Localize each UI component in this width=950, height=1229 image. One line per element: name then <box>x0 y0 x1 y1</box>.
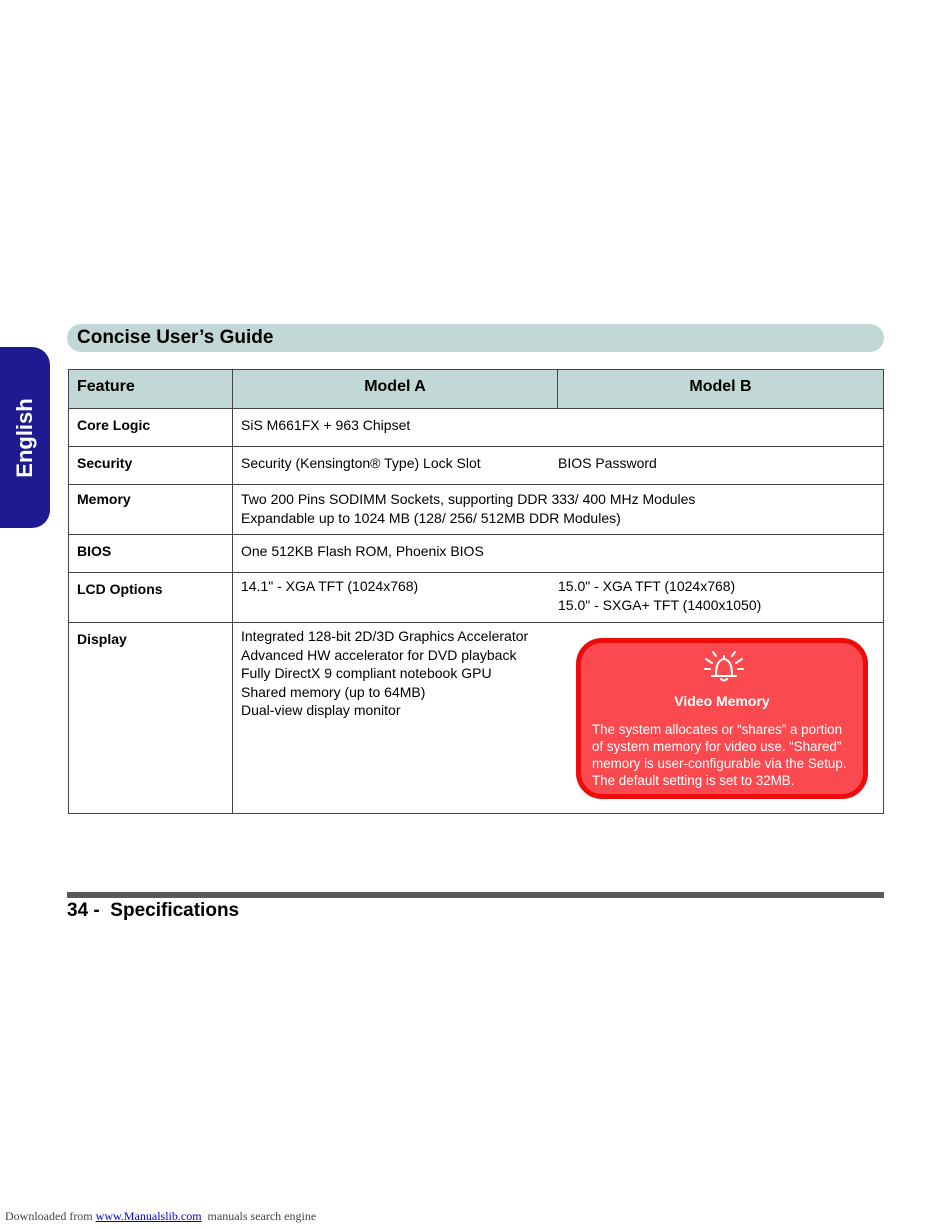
table-row <box>69 447 884 485</box>
value-line-model-b: 15.0" - SXGA+ TFT (1400x1050) <box>558 596 762 613</box>
header-feature: Feature <box>69 370 233 409</box>
value-line-model-b: BIOS Password <box>558 455 657 471</box>
feature-cell: Core Logic <box>69 409 233 447</box>
feature-cell: LCD Options <box>69 573 233 623</box>
table-row <box>69 573 884 623</box>
value-cell <box>233 573 884 623</box>
value-line: Dual-view display monitor <box>241 702 401 718</box>
value-line-model-b: 15.0" - XGA TFT (1024x768) <box>558 578 736 594</box>
table-header-row <box>69 370 884 409</box>
value-cell <box>233 409 884 447</box>
note-body: The system allocates or “shares” a portion of system memory for video use. “Shared” memory is user-configurable via the Setup. The default setting is set to 32MB. <box>592 722 847 788</box>
source-line <box>5 1209 316 1224</box>
video-memory-note <box>576 638 868 799</box>
footer-rule <box>67 892 884 898</box>
value-line: One 512KB Flash ROM, Phoenix BIOS <box>241 543 484 559</box>
table-row <box>69 535 884 573</box>
value-line: Two 200 Pins SODIMM Sockets, supporting DDR 333/ 400 MHz Modules <box>241 491 696 507</box>
page-title: Concise User’s Guide <box>77 327 274 348</box>
source-suffix: manuals search engine <box>201 1209 317 1223</box>
feature-cell: Security <box>69 447 233 485</box>
language-tab-label: English <box>12 397 37 478</box>
language-tab <box>0 347 50 528</box>
value-line: 14.1" - XGA TFT (1024x768) <box>241 578 419 594</box>
value-line: Fully DirectX 9 compliant notebook GPU <box>241 665 492 681</box>
value-line: Integrated 128-bit 2D/3D Graphics Accelerator <box>241 628 529 644</box>
table-row <box>69 409 884 447</box>
value-cell <box>233 447 884 485</box>
value-line: SiS M661FX + 963 Chipset <box>241 417 411 433</box>
feature-cell: Memory <box>69 485 233 535</box>
source-prefix: Downloaded from <box>5 1209 96 1223</box>
feature-cell: BIOS <box>69 535 233 573</box>
value-lines-model-b <box>558 577 761 614</box>
value-line: Security (Kensington® Type) Lock Slot <box>241 455 481 471</box>
value-cell <box>233 485 884 535</box>
header-bar <box>67 324 884 352</box>
value-cell <box>233 535 884 573</box>
bell-icon <box>703 651 745 683</box>
header-model-a: Model A <box>233 370 558 409</box>
header-model-b: Model B <box>558 370 884 409</box>
value-line: Expandable up to 1024 MB (128/ 256/ 512MB DDR Modules) <box>241 509 621 526</box>
note-title: Video Memory <box>674 693 770 709</box>
footer-page-label: 34 - Specifications <box>67 900 240 921</box>
value-line: Advanced HW accelerator for DVD playback <box>241 646 517 663</box>
feature-cell: Display <box>69 623 233 814</box>
value-line: Shared memory (up to 64MB) <box>241 683 426 700</box>
table-row <box>69 485 884 535</box>
manualslib-link[interactable]: www.Manualslib.com <box>95 1209 202 1223</box>
